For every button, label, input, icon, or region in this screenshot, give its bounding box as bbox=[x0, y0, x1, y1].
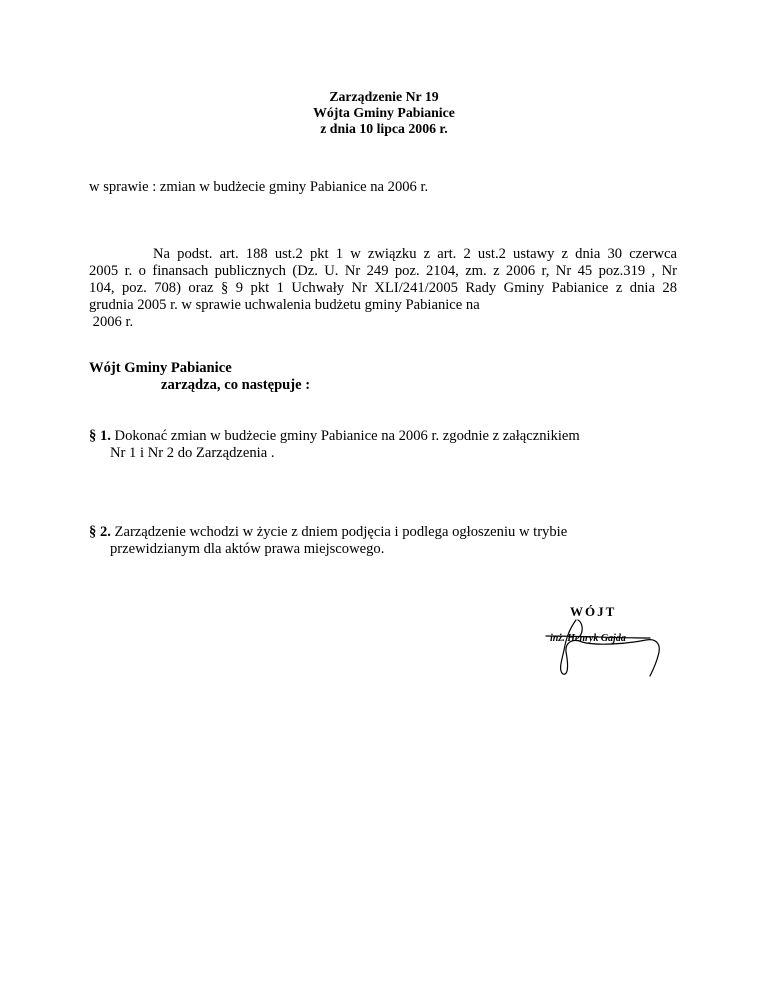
paragraph-2 bbox=[89, 524, 567, 558]
paragraph-1 bbox=[89, 428, 580, 462]
basis-line-1: Na podst. art. 188 ust.2 pkt 1 w związku z art. 2 ust.2 ustawy z dnia 30 czerwca bbox=[153, 246, 677, 262]
signature-stamp bbox=[536, 600, 668, 680]
basis-line-3: 104, poz. 708) oraz § 9 pkt 1 Uchwały Nr XLI/241/2005 Rady Gminy Pabianice z dnia 28 bbox=[89, 280, 677, 296]
stamp-name: inż. Henryk Gajda bbox=[550, 633, 626, 644]
title-line-1: Zarządzenie Nr 19 bbox=[329, 89, 439, 104]
legal-basis bbox=[89, 246, 677, 331]
paragraph-2-text-line-2: przewidzianym dla aktów prawa miejscowego. bbox=[110, 541, 385, 557]
title-line-2: Wójta Gminy Pabianice bbox=[313, 105, 455, 120]
decree-author: Wójt Gminy Pabianice bbox=[89, 360, 232, 376]
basis-line-5: 2006 r. bbox=[89, 314, 134, 330]
decree-verb: zarządza, co następuje : bbox=[161, 377, 311, 393]
document-title bbox=[0, 89, 768, 137]
paragraph-1-text-line-2: Nr 1 i Nr 2 do Zarządzenia . bbox=[110, 445, 275, 461]
paragraph-2-text-line-1: Zarządzenie wchodzi w życie z dniem podjęcia i podlega ogłoszeniu w trybie bbox=[114, 524, 568, 540]
paragraph-1-number: § 1. bbox=[89, 428, 111, 444]
basis-line-2: 2005 r. o finansach publicznych (Dz. U. Nr 249 poz. 2104, zm. z 2006 r, Nr 45 poz.319 , Nr bbox=[89, 263, 677, 279]
paragraph-1-text-line-1: Dokonać zmian w budżecie gminy Pabianice na 2006 r. zgodnie z załącznikiem bbox=[114, 428, 580, 444]
title-line-3: z dnia 10 lipca 2006 r. bbox=[320, 121, 448, 136]
handwritten-signature bbox=[546, 620, 659, 676]
paragraph-2-number: § 2. bbox=[89, 524, 111, 540]
basis-line-4: grudnia 2005 r. w sprawie uchwalenia budżetu gminy Pabianice na bbox=[89, 297, 480, 313]
subject-line: w sprawie : zmian w budżecie gminy Pabianice na 2006 r. bbox=[89, 179, 429, 195]
stamp-title: WÓJT bbox=[570, 604, 617, 619]
